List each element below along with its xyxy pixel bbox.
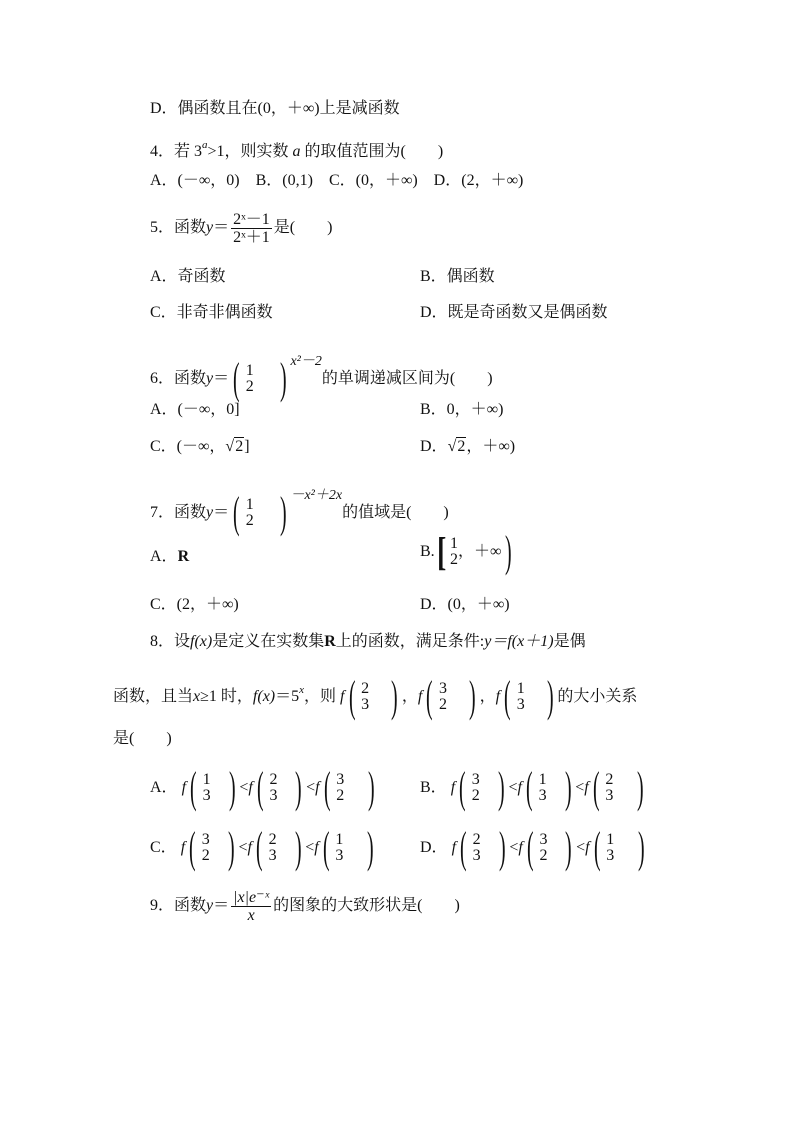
frac-1-3: [203, 772, 211, 804]
right-paren: ): [468, 672, 476, 722]
right-paren: ): [637, 763, 645, 813]
q8-text-1: 是定义在实数集: [212, 633, 325, 650]
q6-option-c: [150, 436, 250, 458]
q8-option-c-label: C．: [150, 839, 177, 856]
numerator: 1: [538, 771, 547, 789]
question-8-line-3: 是( ): [113, 730, 172, 747]
left-paren: (: [525, 763, 533, 813]
denominator: 3: [538, 787, 547, 805]
f: f: [585, 839, 590, 856]
question-4: [150, 134, 443, 163]
q6-right-paren: ): [279, 354, 287, 404]
q4-exponent: a: [202, 139, 208, 151]
q5-prefix: 5．函数: [150, 219, 207, 236]
q4-prefix: 4．若 3: [150, 143, 203, 160]
q6-left-paren: (: [233, 354, 240, 404]
q5-eq: ＝: [213, 219, 230, 236]
numerator: 2: [268, 831, 277, 849]
numerator: 1: [202, 771, 211, 789]
f: f: [517, 779, 522, 796]
q5-denominator: 2ˣ＋1: [233, 228, 270, 246]
right-paren: ): [227, 823, 235, 873]
f: f: [180, 839, 186, 856]
q7-eq: ＝: [213, 504, 230, 521]
left-paren: (: [426, 672, 433, 722]
question-6: [150, 340, 493, 404]
q9-tail: 的图象的大致形状是( ): [273, 897, 460, 914]
q7-option-b-label: B.: [420, 543, 435, 560]
q8-fx-2: f(x): [252, 688, 276, 705]
frac-2-3: [269, 832, 277, 864]
q8-x: x: [193, 688, 201, 705]
q6-option-c-prefix: C．(－∞，: [150, 438, 226, 455]
f: f: [584, 779, 589, 796]
frac-3-2: [472, 772, 480, 804]
less-than: <: [239, 779, 249, 796]
q5-option-b: B．偶函数: [420, 268, 495, 285]
frac-2-3: [473, 832, 481, 864]
denominator: 3: [605, 787, 614, 805]
q6-base-denominator: 2: [245, 378, 254, 396]
left-paren: (: [526, 823, 534, 873]
q6-eq: ＝: [213, 370, 230, 387]
q7-exponent: －x²＋2x: [290, 488, 343, 503]
less-than: <: [576, 839, 586, 856]
q6-option-b: B．0，＋∞): [420, 401, 504, 418]
numerator: 2: [269, 771, 278, 789]
numerator: 1: [335, 831, 344, 849]
q8-prefix: 8．设: [150, 633, 191, 650]
q9-prefix: 9．函数: [150, 897, 207, 914]
q7-right-paren: ): [279, 488, 287, 538]
numerator: 2: [472, 831, 481, 849]
q7-option-b: [420, 527, 516, 578]
comma: ，: [401, 688, 418, 705]
denominator: 3: [606, 847, 615, 865]
q7-option-a-value: R: [177, 548, 190, 565]
q8-text-8: 的大小关系: [557, 688, 638, 705]
right-paren: ): [295, 763, 303, 813]
f: f: [451, 839, 457, 856]
q7-option-d: D．(0，＋∞): [420, 596, 510, 613]
numerator: 3: [201, 831, 210, 849]
q6-option-d: [420, 436, 515, 458]
q7-base-fraction: [246, 497, 254, 529]
q6-prefix: 6．函数: [150, 370, 207, 387]
left-paren: (: [323, 763, 331, 813]
left-paren: (: [348, 672, 356, 722]
q7-option-b-denominator: 2: [450, 551, 458, 569]
left-paren: (: [189, 823, 196, 873]
q8-f: f: [495, 688, 501, 705]
q4-variable: a: [292, 143, 301, 160]
q7-y: y: [206, 504, 214, 521]
left-paren: (: [459, 763, 466, 813]
q6-tail: 的单调递减区间为( ): [321, 370, 493, 387]
q8-text-2: 上的函数，满足条件:: [335, 633, 485, 650]
right-paren: ): [498, 823, 506, 873]
right-paren: ): [564, 763, 572, 813]
q7-left-paren: (: [233, 488, 240, 538]
q9-fraction: [231, 889, 271, 924]
q8-frac-3-2: [439, 681, 447, 713]
q7-option-a: [150, 546, 189, 568]
q8-text-3: 是偶: [553, 633, 586, 650]
q8-option-a: [150, 763, 379, 813]
denominator: 3: [361, 696, 370, 714]
q8-f: f: [417, 688, 423, 705]
numerator: 1: [516, 680, 525, 698]
q8-exponent: x: [299, 684, 305, 696]
right-paren: ): [391, 672, 398, 722]
q6-option-a: A．(－∞，0]: [150, 401, 240, 418]
right-paren: ): [546, 672, 554, 722]
comma: ，: [479, 688, 496, 705]
q8-real-set: R: [324, 633, 336, 650]
right-paren: ): [228, 763, 236, 813]
f: f: [315, 779, 320, 796]
right-paren: ): [638, 823, 645, 873]
less-than: <: [238, 839, 248, 856]
left-paren: (: [504, 672, 511, 722]
denominator: 2: [438, 696, 447, 714]
less-than: <: [508, 779, 518, 796]
q6-option-d-suffix: ，＋∞): [466, 438, 516, 455]
f: f: [247, 839, 252, 856]
q8-text-5: ≥1 时，: [200, 688, 253, 705]
denominator: 3: [202, 787, 211, 805]
q6-option-d-radicand: 2: [457, 438, 466, 455]
numerator: 3: [471, 771, 480, 789]
denominator: 3: [335, 847, 344, 865]
frac-1-3: [335, 832, 343, 864]
left-paren: (: [322, 823, 330, 873]
f: f: [181, 779, 187, 796]
q5-tail: 是( ): [273, 219, 333, 236]
frac-2-3: [605, 772, 613, 804]
q5-option-c: C．非奇非偶函数: [150, 304, 273, 321]
q5-fraction: [231, 211, 272, 246]
denominator: 3: [472, 847, 481, 865]
q8-option-b-label: B．: [420, 779, 447, 796]
question-5: [150, 208, 332, 248]
q7-option-c: C．(2，＋∞): [150, 596, 239, 613]
denominator: 3: [268, 847, 277, 865]
q8-frac-1-3: [517, 681, 525, 713]
q8-option-d-label: D．: [420, 839, 448, 856]
q6-option-c-suffix: ]: [244, 438, 250, 455]
left-paren: (: [592, 763, 600, 813]
q8-option-c: [150, 823, 378, 873]
less-than: <: [306, 779, 316, 796]
left-paren: (: [593, 823, 601, 873]
q7-tail: 的值域是( ): [342, 504, 449, 521]
question-7: [150, 474, 449, 538]
q4-condition: >1，则实数: [207, 143, 289, 160]
denominator: 3: [269, 787, 278, 805]
f: f: [314, 839, 319, 856]
frac-3-2: [336, 772, 344, 804]
q7-option-b-fraction: [450, 536, 458, 568]
q6-base-numerator: 1: [245, 362, 254, 380]
q9-denominator: x: [247, 906, 255, 924]
q4-tail: 的取值范围为( ): [304, 143, 444, 160]
frac-1-3: [539, 772, 547, 804]
q6-base-fraction: [246, 363, 254, 395]
q5-option-a: A．奇函数: [150, 268, 226, 285]
q3-option-d: D．偶函数且在(0，＋∞)上是减函数: [150, 100, 400, 117]
left-paren: (: [460, 823, 467, 873]
q5-numerator: 2ˣ－1: [233, 210, 270, 228]
denominator: 2: [201, 847, 210, 865]
right-paren: ): [565, 823, 573, 873]
q8-frac-2-3: [361, 681, 369, 713]
q8-text-6: ＝5: [275, 688, 300, 705]
q7-prefix: 7．函数: [150, 504, 207, 521]
q7-option-a-label: A．: [150, 548, 178, 565]
left-paren: (: [255, 823, 263, 873]
q7-option-b-numerator: 1: [450, 535, 458, 553]
q5-option-d: D．既是奇函数又是偶函数: [420, 304, 608, 321]
frac-2-3: [269, 772, 277, 804]
q8-option-d: [420, 823, 649, 873]
q8-f: f: [340, 688, 345, 705]
right-paren: ): [294, 823, 302, 873]
q8-text-4: 函数，且当: [113, 688, 194, 705]
q8-condition: y＝f(x＋1): [484, 633, 554, 650]
left-bracket: [: [436, 529, 447, 575]
q7-base-numerator: 1: [245, 496, 254, 514]
denominator: 3: [516, 696, 525, 714]
numerator: 2: [361, 680, 370, 698]
less-than: <: [575, 779, 585, 796]
denominator: 2: [471, 787, 480, 805]
denominator: 2: [336, 787, 345, 805]
q7-option-b-suffix: ，＋∞: [458, 543, 502, 560]
q8-text-7: ，则: [304, 688, 337, 705]
right-paren: ): [368, 763, 375, 813]
frac-1-3: [606, 832, 614, 864]
numerator: 1: [606, 831, 615, 849]
numerator: 2: [605, 771, 614, 789]
question-8-line-2: [113, 668, 638, 722]
right-paren: ): [505, 527, 513, 577]
q9-y: y: [206, 897, 214, 914]
question-8-line-1: [150, 631, 586, 653]
left-paren: (: [256, 763, 264, 813]
numerator: 3: [438, 680, 447, 698]
q6-y: y: [206, 370, 214, 387]
numerator: 3: [539, 831, 548, 849]
q8-option-a-label: A．: [150, 779, 178, 796]
right-paren: ): [367, 823, 375, 873]
f: f: [248, 779, 253, 796]
sqrt-symbol: √2: [225, 438, 244, 455]
q6-option-c-radicand: 2: [235, 438, 244, 455]
less-than: <: [509, 839, 519, 856]
q7-base-denominator: 2: [245, 512, 254, 530]
q8-option-b: [420, 763, 648, 813]
question-9: [150, 884, 460, 928]
less-than: <: [305, 839, 315, 856]
q4-options: A．(－∞，0) B．(0,1) C．(0，＋∞) D．(2，＋∞): [150, 172, 524, 189]
q9-eq: ＝: [213, 897, 230, 914]
sqrt-symbol: √2: [447, 438, 466, 455]
denominator: 2: [539, 847, 548, 865]
q8-fx: f(x): [190, 633, 213, 650]
frac-3-2: [539, 832, 547, 864]
q9-numerator: |x|e⁻ˣ: [233, 888, 270, 906]
f: f: [450, 779, 456, 796]
q5-y: y: [206, 219, 214, 236]
numerator: 3: [336, 771, 345, 789]
f: f: [518, 839, 523, 856]
right-paren: ): [497, 763, 505, 813]
q6-option-d-prefix: D．: [420, 438, 448, 455]
frac-3-2: [202, 832, 210, 864]
q6-exponent: x²－2: [290, 354, 322, 369]
left-paren: (: [190, 763, 197, 813]
